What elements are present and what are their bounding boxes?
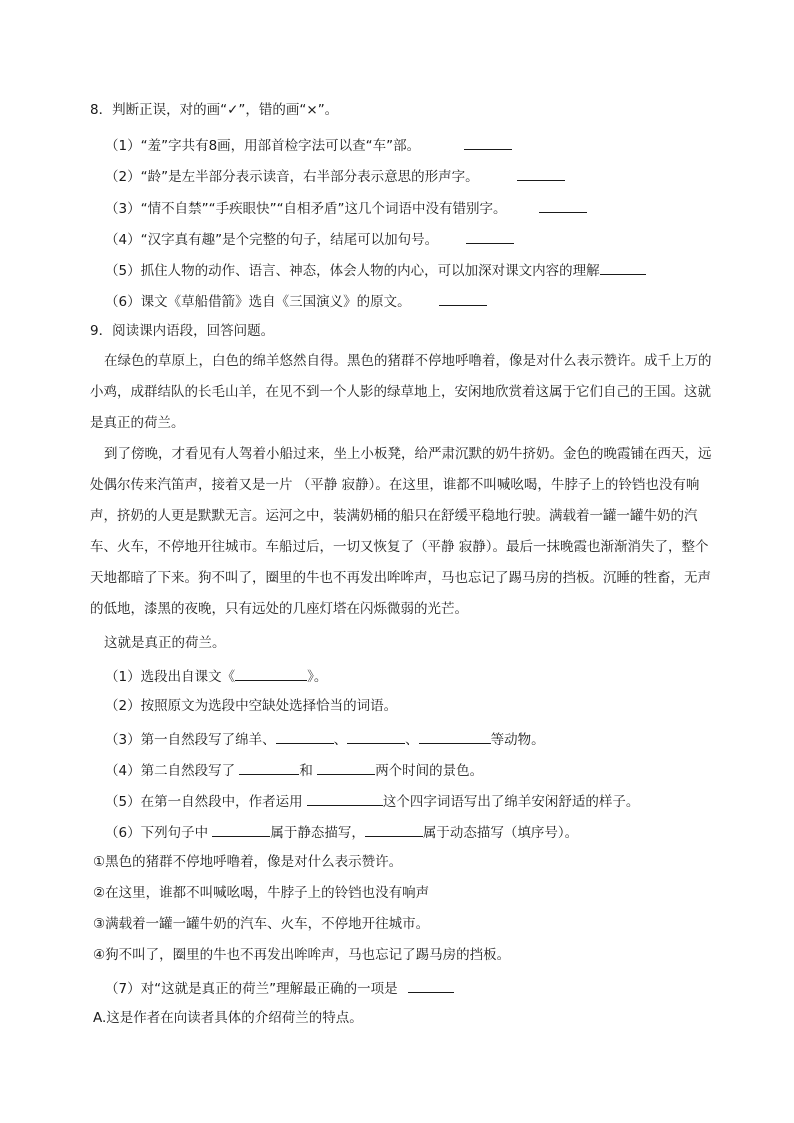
separator: 、 (333, 732, 348, 748)
choice-1: ①黑色的猪群不停地呼噜着，像是对什么表示赞许。 (93, 854, 403, 870)
answer-blank[interactable] (307, 791, 383, 806)
choice-2: ②在这里，谁都不叫喊吆喝，牛脖子上的铃铛也没有响声 (93, 885, 430, 901)
answer-blank[interactable] (517, 166, 565, 181)
q9-sub-5-text: （5）在第一自然段中，作者运用 (105, 794, 307, 810)
choice-3: ③满载着一罐一罐牛奶的汽车、火车，不停地开往城市。 (93, 916, 430, 932)
answer-blank[interactable] (466, 229, 514, 244)
q8-item-6 (105, 291, 487, 311)
q9-sub-6-text: （6）下列句子中 (105, 825, 213, 841)
q9-sub-1 (105, 666, 327, 686)
q8-item-2-text: （2）“龄”是左半部分表示读音，右半部分表示意思的形声字。 (105, 169, 479, 185)
answer-blank[interactable] (212, 822, 270, 837)
passage-paragraph-3: 这就是真正的荷兰。 (104, 635, 226, 651)
q9-sub-6-end: 属于动态描写（填序号）。 (422, 825, 579, 841)
answer-blank[interactable] (347, 729, 405, 744)
answer-blank[interactable] (408, 978, 454, 993)
q8-item-4-text: （4）“汉字真有趣”是个完整的句子，结尾可以加句号。 (105, 232, 439, 248)
q9-sub-1-end: 》。 (307, 669, 328, 685)
q9-sub-2: （2）按照原文为选段中空缺处选择恰当的词语。 (105, 698, 398, 714)
q9-sub-5 (105, 791, 639, 811)
q9-sub-3-end: 等动物。 (490, 732, 545, 748)
answer-blank[interactable] (600, 260, 646, 275)
q8-item-5 (105, 260, 646, 280)
answer-blank[interactable] (317, 760, 375, 775)
answer-blank[interactable] (439, 291, 487, 306)
q9-sub-6-mid: 属于静态描写， (270, 825, 365, 841)
answer-blank[interactable] (235, 666, 307, 681)
q9-sub-5-end: 这个四字词语写出了绵羊安闲舒适的样子。 (382, 794, 640, 810)
q8-item-6-text: （6）课文《草船借箭》选自《三国演义》的原文。 (105, 294, 411, 310)
separator: 、 (405, 732, 419, 748)
q8-item-3 (105, 198, 587, 218)
question-9-title: 9．阅读课内语段，回答问题。 (90, 323, 275, 339)
q8-item-2 (105, 166, 565, 186)
q9-sub-6 (105, 822, 578, 842)
answer-blank[interactable] (365, 822, 423, 837)
answer-blank[interactable] (239, 760, 299, 775)
answer-blank[interactable] (464, 135, 512, 150)
q9-sub-4-text: （4）第二自然段写了 (105, 763, 240, 779)
q8-item-1-text: （1）“羞”字共有8画，用部首检字法可以查“车”部。 (105, 138, 421, 154)
answer-blank[interactable] (539, 198, 587, 213)
answer-blank[interactable] (419, 729, 491, 744)
q8-item-1 (105, 135, 512, 155)
q8-item-4 (105, 229, 514, 249)
choice-4: ④狗不叫了，圈里的牛也不再发出哞哞声，马也忘记了踢马房的挡板。 (93, 947, 511, 963)
option-a: A.这是作者在向读者具体的介绍荷兰的特点。 (93, 1010, 363, 1026)
passage-paragraph-2: 到了傍晚，才看见有人驾着小船过来，坐上小板凳，给严肃沉默的奶牛挤奶。金色的晚霞铺在西天，远处偶尔传来汽笛声，接着又是一片 （平静 寂静）。在这里，谁都不叫喊吆喝，牛脖子上的铃铛也没有响声，挤奶的人更是默默无言。运河之中，装满奶桶的船只在舒缓平稳地行驶。满载着一罐一罐牛奶的汽车、火车，不停地开往城市。车船过后，一切又恢复了（平静 寂静）。最后一抹晚霞也渐渐消失了，整个天地都暗了下来。狗不叫了，圈里的牛也不再发出哞哞声，马也忘记了踢马房的挡板。沉睡的牲畜，无声的低地，漆黑的夜晚，只有远处的几座灯塔在闪烁微弱的光芒。 (90, 446, 712, 617)
q9-sub-3-text: （3）第一自然段写了绵羊、 (105, 732, 276, 748)
q9-sub-7-text: （7）对“这就是真正的荷兰”理解最正确的一项是 (105, 981, 402, 997)
q8-item-3-text: （3）“情不自禁”“手疾眼快”“自相矛盾”这几个词语中没有错别字。 (105, 201, 507, 217)
q8-item-5-text: （5）抓住人物的动作、语言、神态，体会人物的内心，可以加深对课文内容的理解 (105, 263, 600, 279)
q9-sub-3 (105, 729, 545, 749)
passage-paragraph-1: 在绿色的草原上，白色的绵羊悠然自得。黑色的猪群不停地呼噜着，像是对什么表示赞许。成千上万的小鸡，成群结队的长毛山羊，在见不到一个人影的绿草地上，安闲地欣赏着这属于它们自己的王国。这就是真正的荷兰。 (90, 353, 712, 431)
q9-sub-7 (105, 978, 454, 998)
q9-sub-4 (105, 760, 483, 780)
q9-sub-4-end: 两个时间的景色。 (375, 763, 484, 779)
question-8-title: 8．判断正误，对的画“✓”，错的画“×”。 (90, 102, 339, 118)
q9-sub-1-text: （1）选段出自课文《 (105, 669, 236, 685)
q9-sub-4-mid: 和 (299, 763, 318, 779)
answer-blank[interactable] (276, 729, 334, 744)
